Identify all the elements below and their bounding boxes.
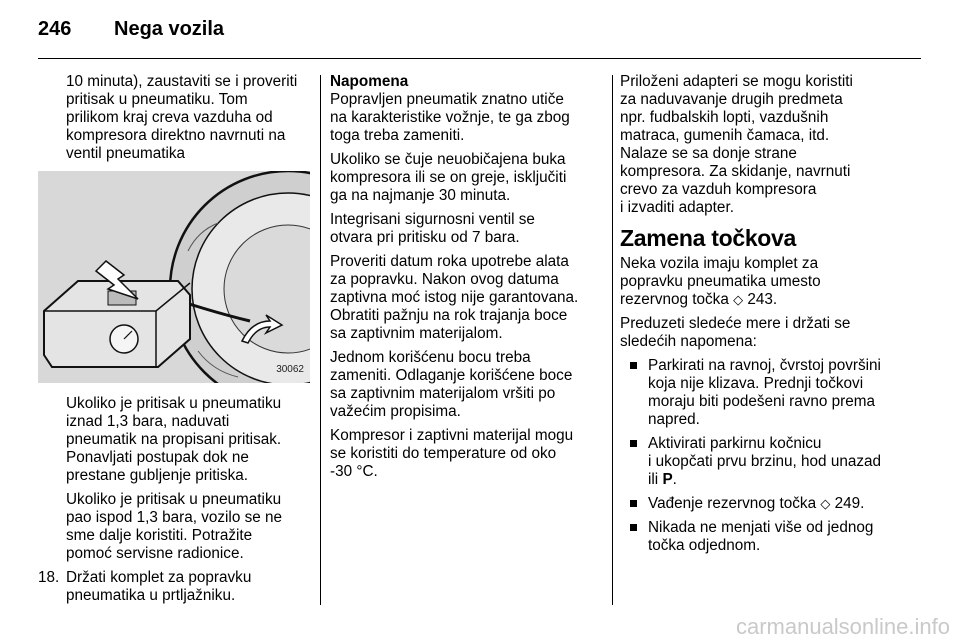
pressure-above-paragraph: Ukoliko je pritisak u pneumatiku iznad 1,3 bara, naduvati pneumatik na propisani pritisak. Ponavljati postupak dok ne prestane gubljenje pritiska. [66,395,282,484]
bullet-item: Aktivirati parkirnu kočnicu i ukopčati prvu brzinu, hod unazad ili P. [620,435,902,489]
bullet-item: Parkirati na ravnoj, čvrstoj površini koja nije klizava. Prednji točkovi moraju biti podešeni ravno prema napred. [620,357,902,429]
note-title: Napomena [330,73,409,90]
page-ref-link[interactable]: 249. [834,495,865,512]
adapters-paragraph: Priloženi adapteri se mogu koristiti za naduvavanje drugih predmeta npr. fudbalskih lopti, vazdušnih matraca, gumenih čamaca, itd. Nalaze se sa donje strane kompresora. Za skidanje, navrnuti crevo za vazduh kompresora i izvaditi adapter. [620,73,853,216]
valve-paragraph: Integrisani sigurnosni ventil se otvara pri pritisku od 7 bara. [330,211,535,246]
watermark: carmanualsonline.info [735,614,950,639]
disposal-paragraph: Jednom korišćenu bocu treba zameniti. Odlaganje korišćene boce sa zaptivnim materijalom vršiti po važećim propisima. [330,349,573,420]
page-number: 246 [38,18,72,40]
page-title: Nega vozila [114,18,225,40]
page-ref-icon: ◇ [820,496,831,511]
bullet-item: Vađenje rezervnog točka ◇ 249. [620,495,902,513]
bullet-square-icon [630,524,637,531]
figure-code: 30062 [276,364,304,375]
repair-kit-paragraph: Neka vozila imaju komplet za popravku pneumatika umesto rezervnog točka ◇ 243. [620,255,821,308]
noise-paragraph: Ukoliko se čuje neuobičajena buka kompresora ili se on greje, isključiti ga na najmanje 30 minuta. [330,151,567,204]
column-divider-2 [612,75,613,605]
bullet-item: Nikada ne menjati više od jednog točka odjednom. [620,519,902,555]
column-1 [38,73,310,611]
page-ref-icon: ◇ [733,292,744,307]
compressor-drawing [38,171,310,383]
header-rule [38,58,921,59]
bullet-square-icon [630,440,637,447]
precautions-paragraph: Preduzeti sledeće mere i držati se sledećih napomena: [620,315,851,350]
continued-step-text: 10 minuta), zaustaviti se i proveriti pritisak u pneumatiku. Tom prilikom kraj creva vazduha od kompresora direktno navrnuti na ventil pneumatika [66,73,298,162]
bullet-square-icon [630,362,637,369]
compressor-illustration [38,171,310,383]
column-2 [330,73,606,487]
step-number: 18. [38,569,60,586]
section-heading: Zamena točkova [620,225,797,251]
pressure-below-paragraph: Ukoliko je pritisak u pneumatiku pao ispod 1,3 bara, vozilo se ne sme dalje koristiti. Potražite pomoć servisne radionice. [66,491,283,562]
page-ref-link[interactable]: 243. [747,291,778,308]
expiry-paragraph: Proveriti datum roka upotrebe alata za popravku. Nakon ovog datuma zaptivna moć istog nije garantovana. Obratiti pažnju na rok trajanja boce sa zaptivnim materijalom. [330,253,579,342]
temperature-paragraph: Kompresor i zaptivni materijal mogu se koristiti do temperature od oko -30 °C. [330,427,574,480]
note-block: Napomena Popravljen pneumatik znatno utiče na karakteristike vožnje, te ga zbog toga treba zameniti. [330,73,570,144]
bullet-square-icon [630,500,637,507]
column-divider-1 [320,75,321,605]
column-3 [620,73,902,561]
step-18: 18. Držati komplet za popravku pneumatika u prtljažniku. [38,569,252,604]
gear-p-label: P [662,471,673,488]
